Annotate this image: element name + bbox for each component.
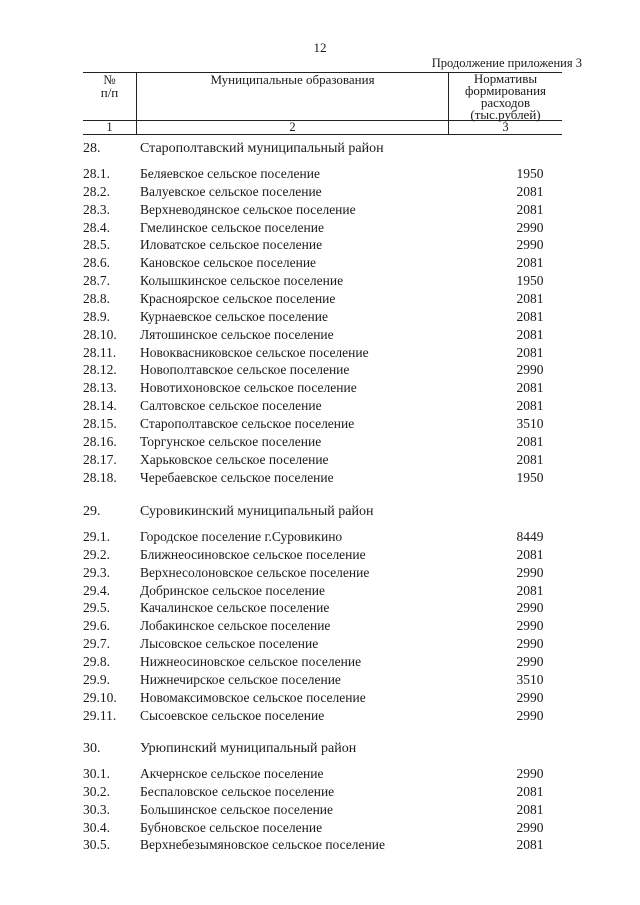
row-norm-value: 2081 [516,201,544,217]
table-row [0,636,640,654]
row-number: 28.16. [83,433,117,449]
row-norm-value: 2990 [516,819,544,835]
row-municipality-name: Акчернское сельское поселение [140,766,324,781]
row-norm-value: 2081 [516,326,544,342]
table-row [0,345,640,363]
row-number: 28.13. [83,380,117,396]
row-norm-value: 2990 [516,219,544,235]
row-number: 29.11. [83,707,117,723]
row-norm-value: 3510 [516,671,544,687]
row-number: 28.18. [83,469,117,485]
header-col-name: Муниципальные образования [210,72,375,87]
header-col-norms-line2: формирования [464,83,547,98]
row-municipality-name: Салтовское сельское поселение [140,398,322,414]
section-header-row [0,504,640,524]
row-municipality-name: Кановское сельское поселение [140,255,317,271]
table-row [0,583,640,601]
row-norm-value: 2990 [516,707,544,723]
row-number: 28.14. [83,398,117,414]
row-number: 29.9. [83,671,110,687]
row-number: 28.3. [83,201,110,217]
row-norm-value: 2990 [516,237,544,253]
row-number: 29.5. [83,600,110,616]
table-row [0,184,640,202]
row-municipality-name: Валуевское сельское поселение [140,183,322,199]
table-row [0,802,640,820]
row-norm-value: 2081 [516,433,544,449]
table-row [0,600,640,618]
table-row [0,654,640,672]
row-municipality-name: Новотихоновское сельское поселение [140,380,357,396]
table-row [0,434,640,452]
row-number: 28.12. [83,362,117,378]
table-row [0,837,640,855]
table-row [0,327,640,345]
row-municipality-name: Лысовское сельское поселение [140,636,319,652]
row-norm-value: 2990 [516,618,544,634]
table-row [0,220,640,238]
row-norm-value: 2081 [516,344,544,360]
column-number-1: 1 [106,120,113,134]
row-norm-value: 1950 [516,166,544,181]
table-row [0,784,640,802]
table-row [0,237,640,255]
row-number: 28.5. [83,237,110,253]
table-row [0,398,640,416]
table-row [0,309,640,327]
header-col-norms-line1: Нормативы [473,71,538,86]
row-number: 29.10. [83,689,117,705]
table-row [0,452,640,470]
table-row [0,166,640,184]
row-norm-value: 2081 [516,837,544,853]
table-row [0,547,640,565]
table-row [0,202,640,220]
row-municipality-name: Нижнечирское сельское поселение [140,671,341,687]
row-municipality-name: Беспаловское сельское поселение [140,783,335,799]
section-number: 28. [83,141,101,156]
row-norm-value: 2990 [516,654,544,669]
row-norm-value: 2081 [516,546,544,562]
row-norm-value: 2990 [516,600,544,616]
row-number: 29.4. [83,582,110,598]
header-col-norms-line3: расходов [480,95,531,110]
row-number: 29.7. [83,636,110,652]
section-title: Суровикинский муниципальный район [140,504,374,519]
row-municipality-name: Новомаксимовское сельское поселение [140,689,366,705]
row-municipality-name: Большинское сельское поселение [140,801,334,817]
row-norm-value: 2990 [516,689,544,705]
row-municipality-name: Городское поселение г.Суровикино [140,529,343,544]
row-municipality-name: Ближнеосиновское сельское поселение [140,546,366,562]
table-row [0,820,640,838]
table-row [0,529,640,547]
row-municipality-name: Гмелинское сельское поселение [140,219,324,235]
row-municipality-name: Верхнебезымяновское сельское поселение [140,837,385,853]
section-title: Урюпинский муниципальный район [140,741,357,756]
table-row [0,273,640,291]
header-col-norms [449,73,562,121]
row-norm-value: 2081 [516,308,544,324]
row-number: 30.4. [83,819,110,835]
row-norm-value: 2081 [516,398,544,414]
row-norm-value: 2990 [516,564,544,580]
row-municipality-name: Бубновское сельское поселение [140,819,323,835]
row-norm-value: 2081 [516,582,544,598]
row-norm-value: 1950 [516,469,544,485]
table-row [0,291,640,309]
row-norm-value: 2081 [516,380,544,396]
header-col-number [83,73,136,99]
table-row [0,672,640,690]
row-municipality-name: Верхнесолоновское сельское поселение [140,564,370,580]
row-number: 29.1. [83,529,110,544]
section-header-row [0,141,640,161]
row-municipality-name: Новополтавское сельское поселение [140,362,350,378]
row-number: 28.8. [83,291,110,306]
row-municipality-name: Черебаевское сельское поселение [140,469,334,485]
header-col-number-line1: № [103,72,116,87]
table-row [0,470,640,488]
row-municipality-name: Старополтавское сельское поселение [140,415,355,431]
row-norm-value: 1950 [516,273,544,289]
row-municipality-name: Верхневодянское сельское поселение [140,201,356,217]
row-number: 28.6. [83,255,110,271]
row-number: 28.15. [83,415,117,431]
row-municipality-name: Новоквасниковское сельское поселение [140,344,369,360]
header-bottom-rule [83,134,562,135]
section-title: Старополтавский муниципальный район [140,141,384,156]
row-number: 29.2. [83,546,110,562]
table-row [0,708,640,726]
row-number: 30.5. [83,837,110,853]
table-row [0,690,640,708]
row-norm-value: 2990 [516,636,544,652]
row-number: 28.7. [83,273,110,289]
row-number: 28.9. [83,308,110,324]
page-number: 12 [313,40,327,55]
row-municipality-name: Беляевское сельское поселение [140,166,320,181]
row-norm-value: 3510 [516,415,544,431]
row-norm-value: 2081 [516,255,544,271]
appendix-note: Продолжение приложения 3 [431,56,582,70]
row-number: 30.3. [83,801,110,817]
row-number: 29.3. [83,564,110,580]
row-norm-value: 2081 [516,783,544,799]
table-row [0,380,640,398]
table-row [0,362,640,380]
row-norm-value: 2081 [516,801,544,817]
row-norm-value: 2990 [516,766,544,781]
row-municipality-name: Лобакинское сельское поселение [140,618,331,634]
row-number: 28.4. [83,219,110,235]
row-number: 28.11. [83,344,117,360]
row-number: 28.2. [83,183,110,199]
row-number: 28.17. [83,451,117,467]
row-norm-value: 2990 [516,362,544,378]
row-municipality-name: Добринское сельское поселение [140,582,325,598]
table-row [0,565,640,583]
row-municipality-name: Колышкинское сельское поселение [140,273,344,289]
row-norm-value: 2081 [516,183,544,199]
section-number: 29. [83,504,101,519]
row-municipality-name: Красноярское сельское поселение [140,291,336,306]
row-norm-value: 2081 [516,291,544,306]
header-col-norms-line4: (тыс.рублей) [470,107,541,122]
section-header-row [0,741,640,761]
row-municipality-name: Харьковское сельское поселение [140,451,329,467]
row-municipality-name: Иловатское сельское поселение [140,237,323,253]
row-norm-value: 8449 [516,529,544,544]
section-number: 30. [83,741,101,756]
row-number: 28.10. [83,326,117,342]
column-number-2: 2 [289,120,296,134]
row-municipality-name: Нижнеосиновское сельское поселение [140,654,362,669]
table-row [0,766,640,784]
column-number-3: 3 [502,120,509,134]
row-municipality-name: Торгунское сельское поселение [140,433,322,449]
row-number: 28.1. [83,166,110,181]
row-municipality-name: Качалинское сельское поселение [140,600,330,616]
row-municipality-name: Сысоевское сельское поселение [140,707,325,723]
row-number: 29.8. [83,654,110,669]
header-col-number-line2: п/п [100,85,119,100]
row-number: 30.1. [83,766,110,781]
row-number: 30.2. [83,783,110,799]
row-norm-value: 2081 [516,451,544,467]
row-municipality-name: Лятошинское сельское поселение [140,326,334,342]
row-municipality-name: Курнаевское сельское поселение [140,308,328,324]
table-row [0,255,640,273]
table-row [0,416,640,434]
row-number: 29.6. [83,618,110,634]
table-row [0,618,640,636]
